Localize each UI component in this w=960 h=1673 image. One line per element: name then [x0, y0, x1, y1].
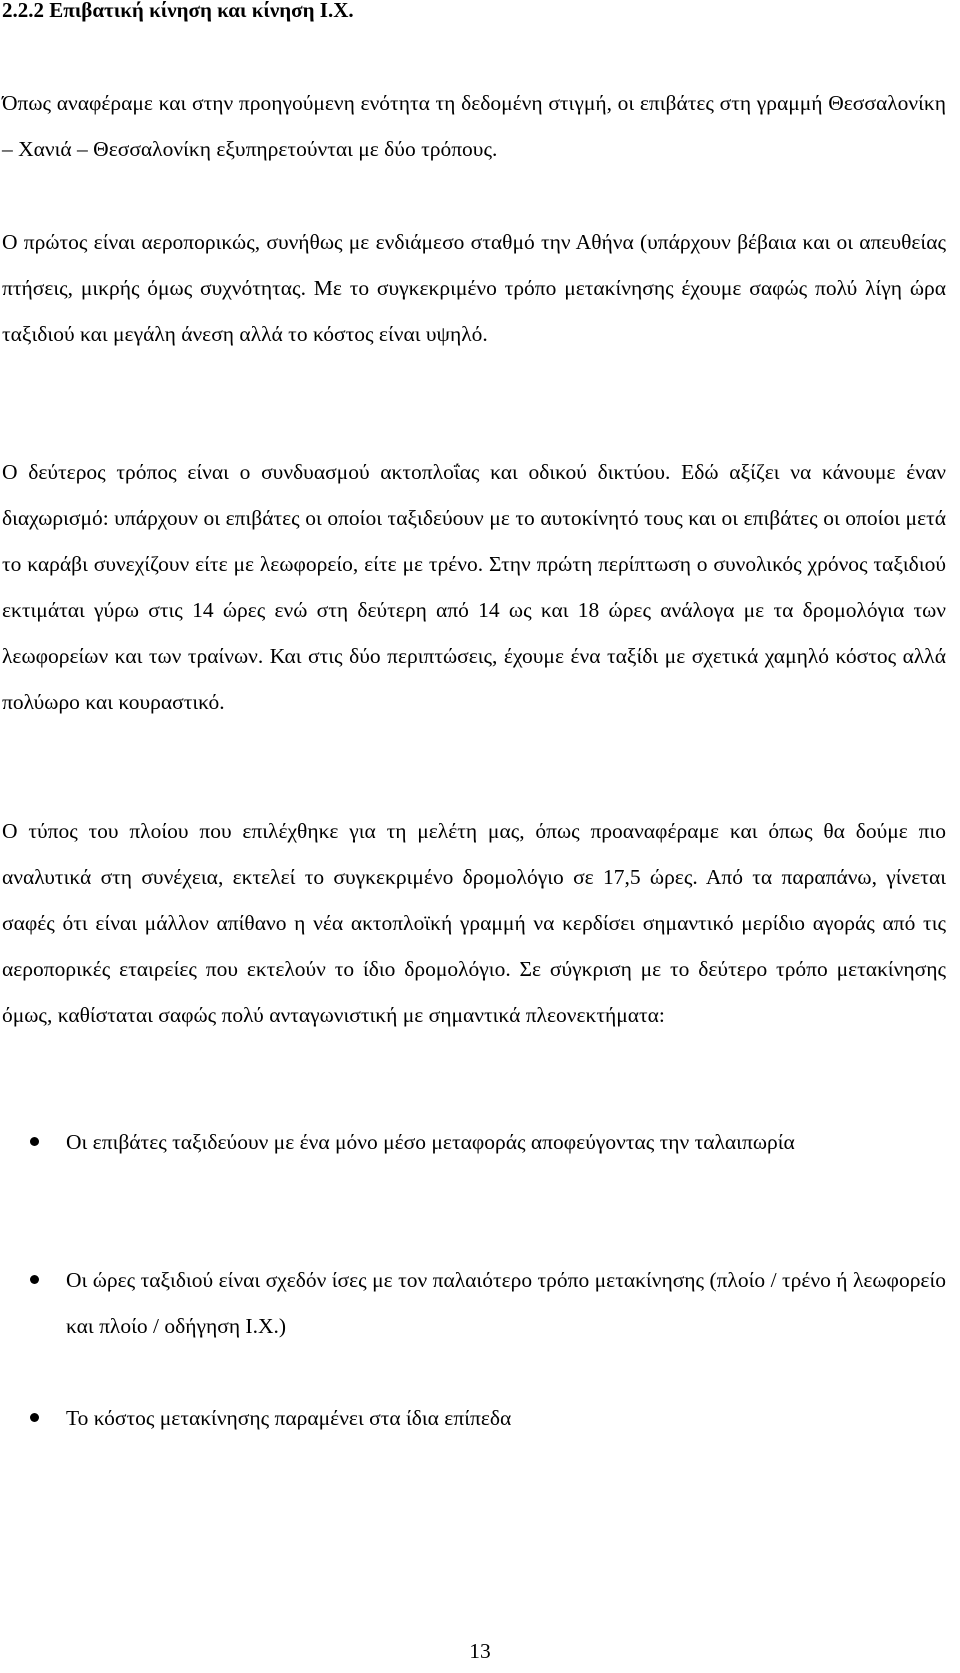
paragraph-air-travel: Ο πρώτος είναι αεροπορικώς, συνήθως με ενδιάμεσο σταθμό την Αθήνα (υπάρχουν βέβαια και οι απευθείας πτήσεις, μικρής όμως συχνότητας. Με το συγκεκριμένο τρόπο μετακίνησης έχουμε σαφώς πολύ λίγη ώρα ταξιδιού και μεγάλη άνεση αλλά το κόστος είναι υψηλό. — [2, 230, 946, 346]
bullet-dot-icon — [30, 1275, 39, 1284]
page-number: 13 — [469, 1639, 491, 1663]
bullet-marker — [30, 1257, 50, 1303]
bullet-dot-icon — [30, 1137, 39, 1146]
bullet-marker — [30, 1119, 50, 1165]
paragraph-intro: Όπως αναφέραμε και στην προηγούμενη ενότητα τη δεδομένη στιγμή, οι επιβάτες στη γραμμή Θεσσαλονίκη – Χανιά – Θεσσαλονίκη εξυπηρετούνται με δύο τρόπους. — [2, 91, 946, 161]
bullet-item-travel-hours: Οι ώρες ταξιδιού είναι σχεδόν ίσες με τον παλαιότερο τρόπο μετακίνησης (πλοίο / τρένο ή λεωφορείο και πλοίο / οδήγηση Ι.Χ.) — [66, 1268, 946, 1338]
bullet-marker — [30, 1395, 50, 1441]
paragraph-sea-road-travel: Ο δεύτερος τρόπος είναι ο συνδυασμού ακτοπλοΐας και οδικού δικτύου. Εδώ αξίζει να κάνουμε έναν διαχωρισμό: υπάρχουν οι επιβάτες οι οποίοι ταξιδεύουν με το αυτοκίνητό τους και οι επιβάτες οι οποίοι μετά το καράβι συνεχίζουν είτε με λεωφορείο, είτε με τρένο. Στην πρώτη περίπτωση ο συνολικός χρόνος ταξιδιού εκτιμάται γύρω στις 14 ώρες ενώ στη δεύτερη από 14 ως και 18 ώρες ανάλογα με τα δρομολόγια των λεωφορείων και των τραίνων. Και στις δύο περιπτώσεις, έχουμε ένα ταξίδι με σχετικά χαμηλό κόστος αλλά πολύωρο και κουραστικό. — [2, 460, 946, 714]
bullet-item-cost: Το κόστος μετακίνησης παραμένει στα ίδια επίπεδα — [66, 1406, 512, 1430]
paragraph-ship-comparison: Ο τύπος του πλοίου που επιλέχθηκε για τη μελέτη μας, όπως προαναφέραμε και όπως θα δούμε πιο αναλυτικά στη συνέχεια, εκτελεί το συγκεκριμένο δρομολόγιο σε 17,5 ώρες. Από τα παραπάνω, γίνεται σαφές ότι είναι μάλλον απίθανο η νέα ακτοπλοϊκή γραμμή να κερδίσει σημαντικό μερίδιο αγοράς από τις αεροπορικές εταιρείες που εκτελούν το ίδιο δρομολόγιο. Σε σύγκριση με το δεύτερο τρόπο μετακίνησης όμως, καθίσταται σαφώς πολύ ανταγωνιστική με σημαντικά πλεονεκτήματα: — [2, 819, 946, 1027]
bullet-item-single-mode: Οι επιβάτες ταξιδεύουν με ένα μόνο μέσο μεταφοράς αποφεύγοντας την ταλαιπωρία — [66, 1130, 795, 1154]
section-heading: 2.2.2 Επιβατική κίνηση και κίνηση Ι.Χ. — [2, 0, 354, 22]
bullet-dot-icon — [30, 1413, 39, 1422]
